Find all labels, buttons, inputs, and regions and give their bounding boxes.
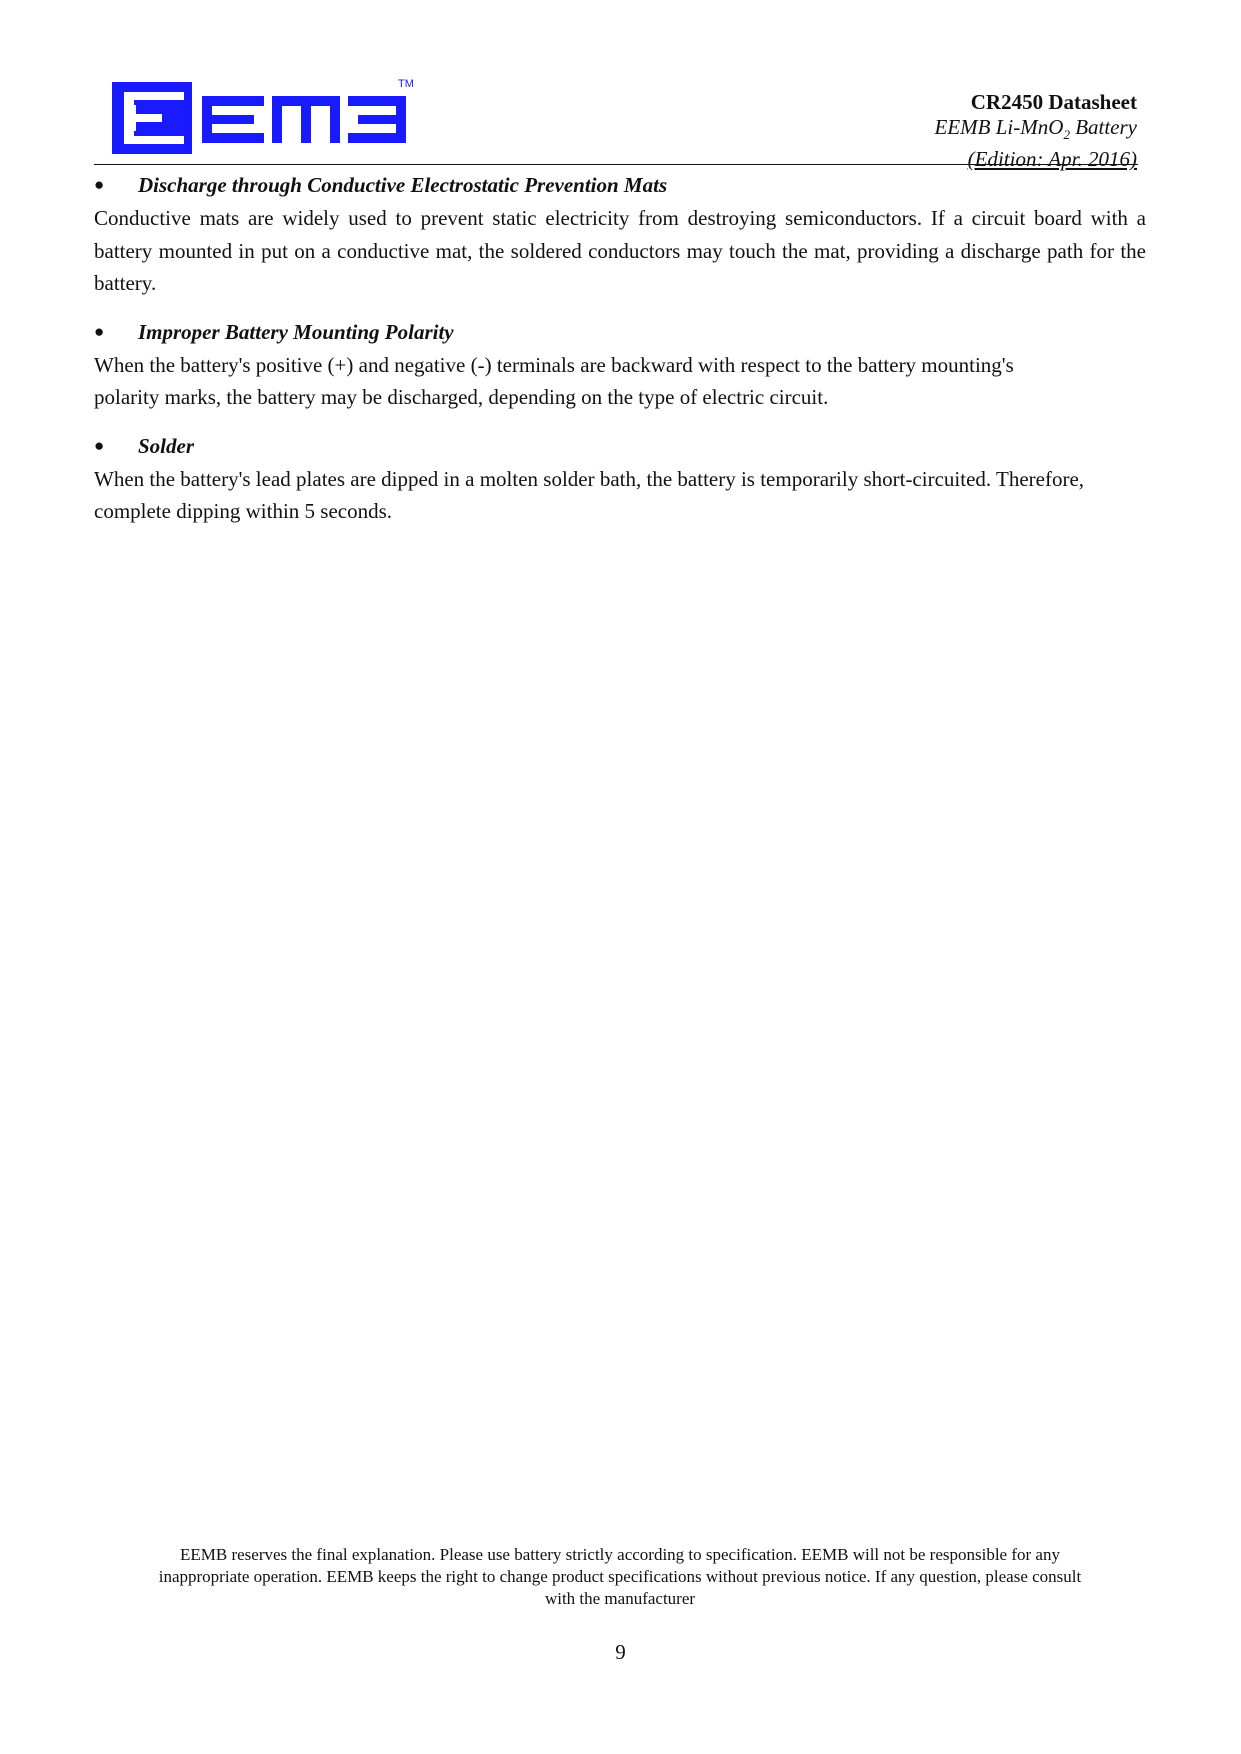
section-heading-text: Improper Battery Mounting Polarity — [138, 319, 454, 344]
section-body: When the battery's lead plates are dipped in a molten solder bath, the battery is temporarily short-circuited. Therefore, complete dipping within 5 seconds. — [94, 466, 1085, 523]
section-conductive-mats — [94, 170, 1146, 300]
section-body-line: polarity marks, the battery may be discharged, depending on the type of electric circuit. — [94, 385, 829, 409]
section-body — [94, 349, 1146, 414]
footer-line: with the manufacturer — [544, 1589, 696, 1608]
document-title: CR2450 Datasheet — [970, 90, 1137, 114]
section-heading-text: Discharge through Conductive Electrostatic Prevention Mats — [138, 173, 668, 197]
section-heading — [94, 170, 1146, 200]
page-number: 9 — [615, 1640, 626, 1664]
trademark-mark: TM — [398, 78, 414, 90]
section-body: Conductive mats are widely used to prevent static electricity from destroying semiconductors. If a circuit board with a battery mounted in put on a conductive mat, the soldered conductors may touch the mat, providing a discharge path for the battery. — [94, 206, 1146, 295]
eemb-logo-graphic — [112, 80, 418, 160]
footer-line: inappropriate operation. EEMB keeps the right to change product specifications without previous notice. If any question, please consult — [158, 1567, 1082, 1586]
bullet-icon: ● — [94, 435, 105, 455]
section-heading — [94, 431, 1146, 461]
section-solder — [94, 431, 1146, 528]
page-footer — [94, 1544, 1146, 1610]
document-edition: (Edition: Apr. 2016) — [967, 147, 1137, 172]
section-heading — [94, 317, 1146, 347]
header-divider — [94, 164, 1138, 165]
main-content — [94, 170, 1146, 545]
footer-line: EEMB reserves the final explanation. Please use battery strictly according to specification. EEMB will not be responsible for any — [180, 1545, 1060, 1564]
document-header — [935, 90, 1137, 172]
bullet-icon: ● — [94, 321, 105, 341]
document-subtitle: EEMB Li-MnO$_2$ Battery — [934, 115, 1137, 143]
bullet-icon: ● — [94, 175, 105, 194]
eemb-logo — [112, 80, 418, 160]
section-heading-text: Solder — [138, 433, 195, 458]
section-mounting-polarity — [94, 317, 1146, 414]
section-body-line: When the battery's positive (+) and negative (-) terminals are backward with respect to the battery mounting's — [94, 352, 1014, 377]
